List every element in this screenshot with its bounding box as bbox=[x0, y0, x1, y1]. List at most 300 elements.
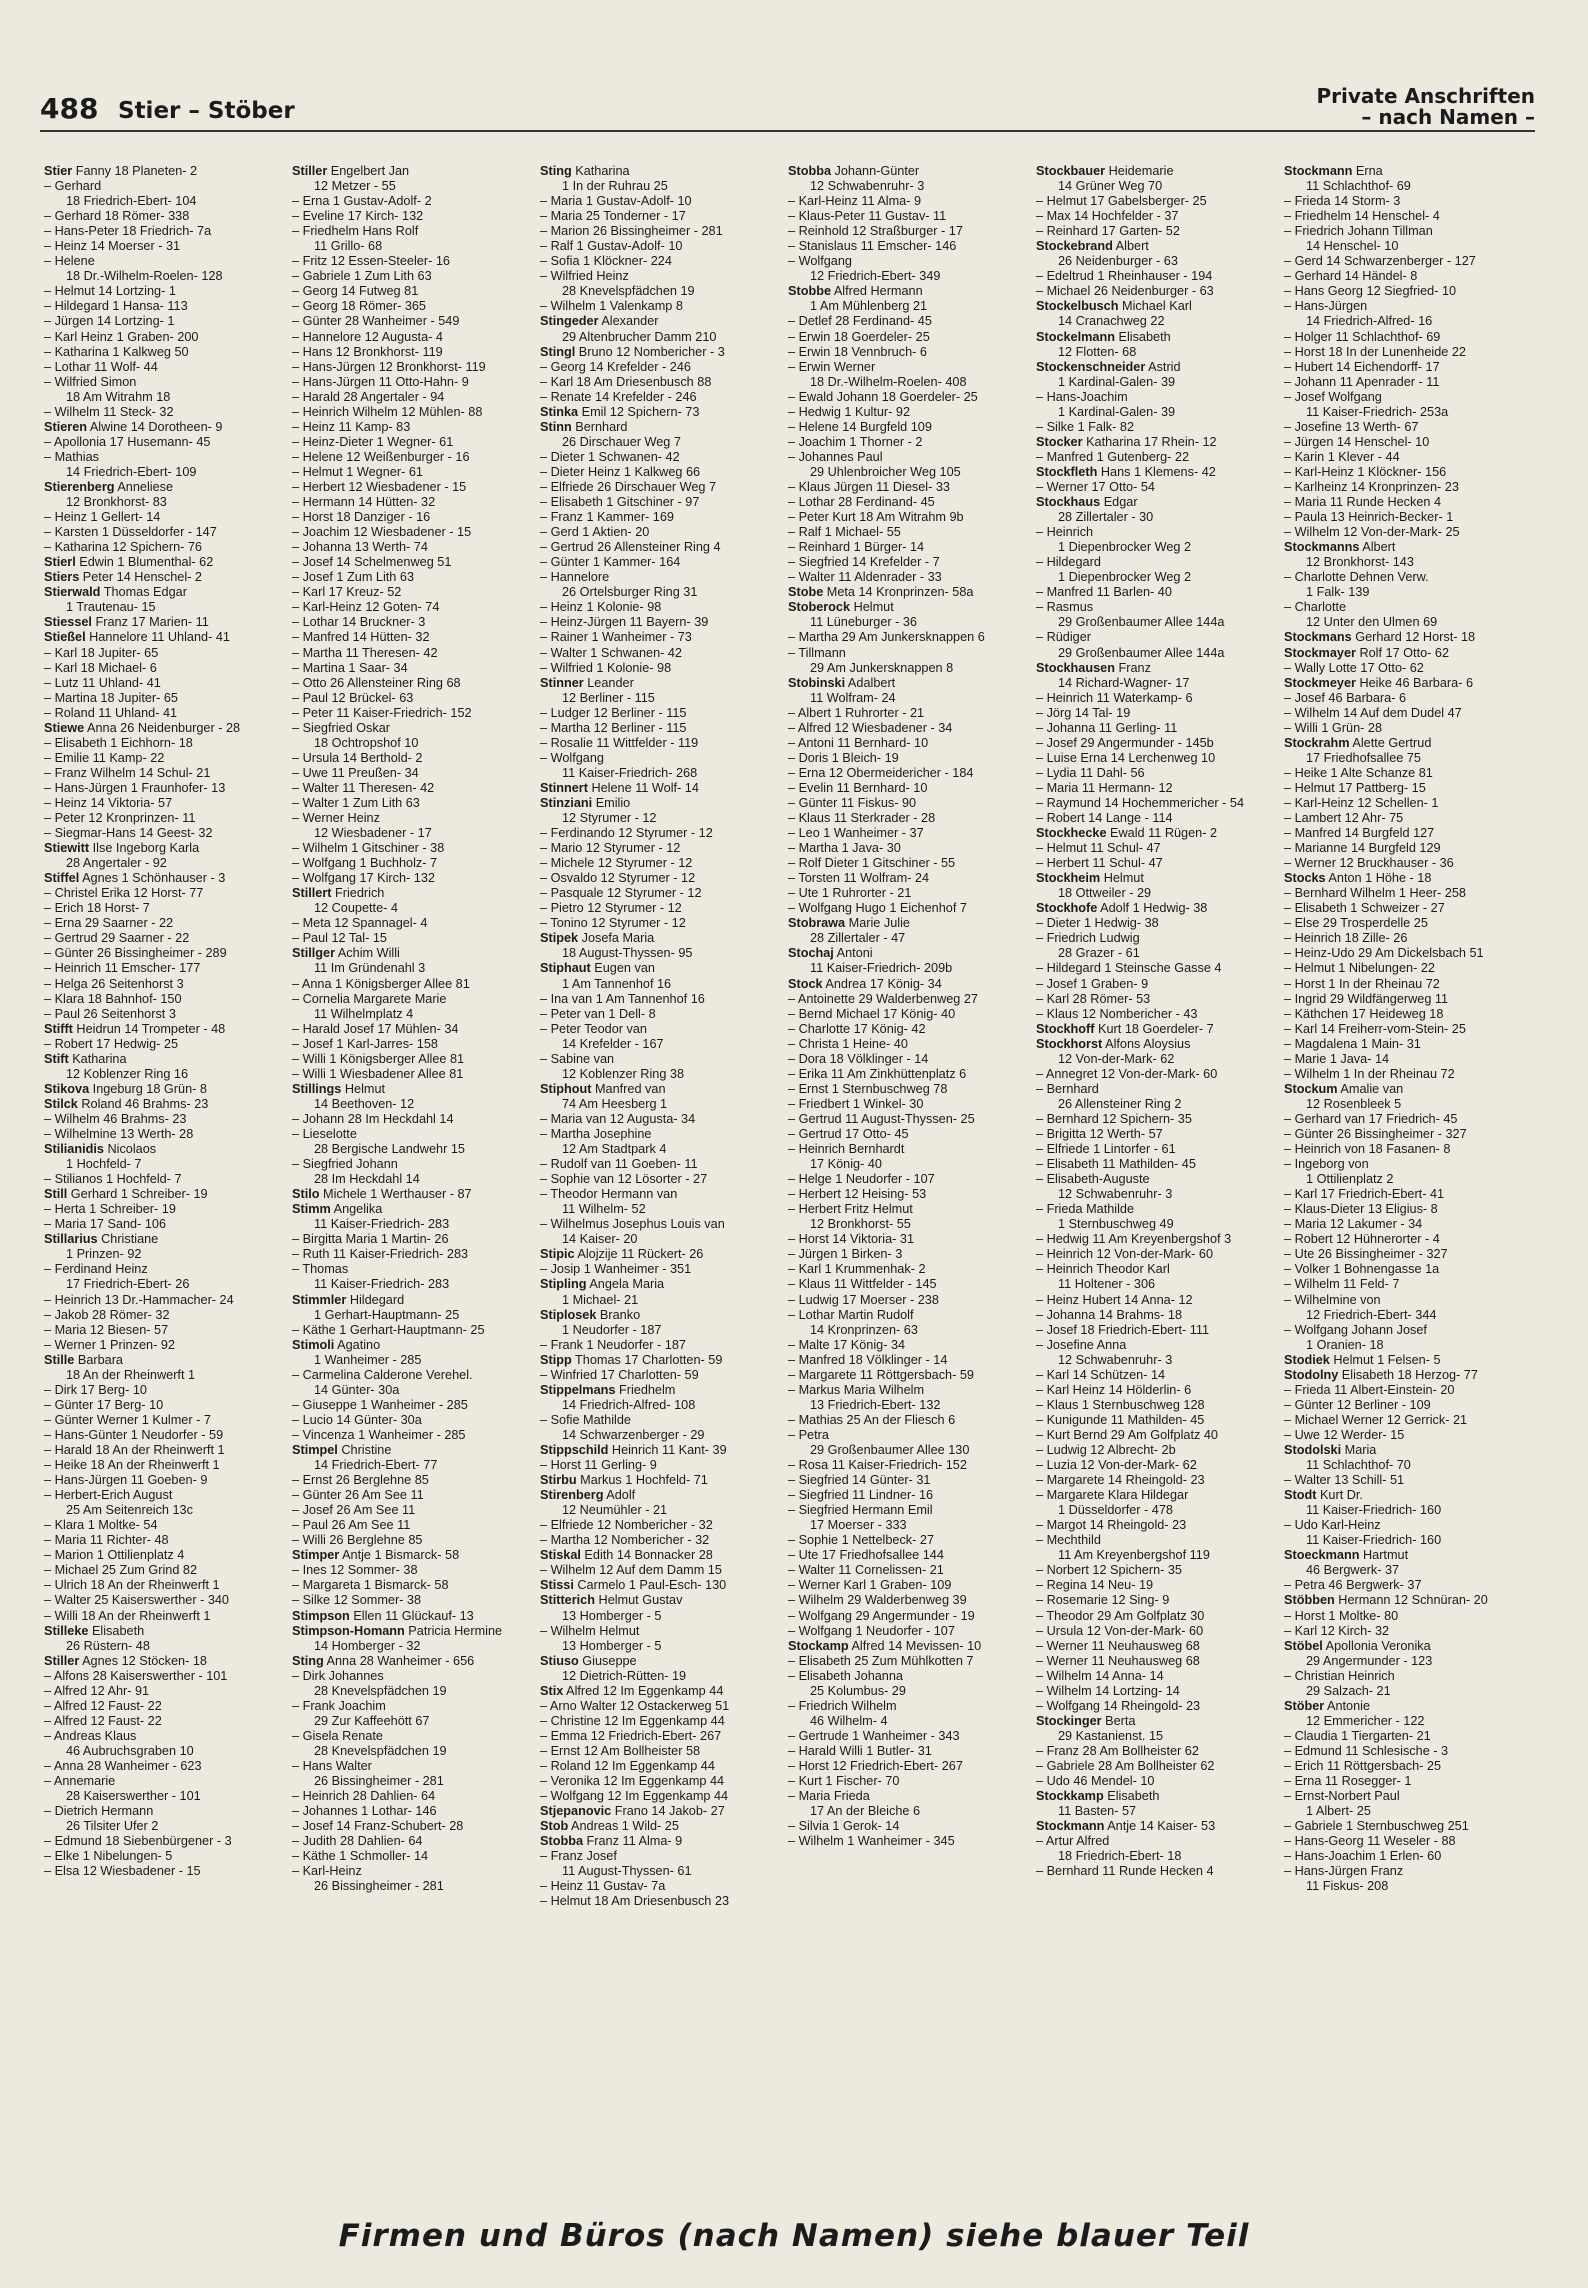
directory-entry bbox=[44, 1247, 280, 1262]
entry-text: Edith 14 Bonnacker 28 bbox=[580, 1548, 713, 1563]
entry-text: – Harald 28 Angertaler - 94 bbox=[292, 389, 445, 404]
directory-entry bbox=[788, 1428, 1024, 1443]
directory-entry bbox=[292, 961, 528, 976]
entry-text: – Heike 1 Alte Schanze 81 bbox=[1284, 765, 1433, 780]
entry-text: 14 Friedrich-Ebert- 109 bbox=[66, 464, 197, 479]
directory-entry bbox=[292, 1052, 528, 1067]
directory-entry bbox=[1284, 570, 1520, 585]
entry-surname: Stillings bbox=[292, 1081, 342, 1096]
directory-entry bbox=[540, 1277, 776, 1292]
entry-text: – Hans-Jürgen 11 Goeben- 9 bbox=[44, 1473, 208, 1488]
directory-entry bbox=[540, 1293, 776, 1308]
entry-text: 28 Knevelspfädchen 19 bbox=[314, 1683, 447, 1698]
entry-text: Antje 14 Kaiser- 53 bbox=[1104, 1819, 1216, 1834]
directory-entry bbox=[44, 1593, 280, 1608]
entry-text: Angelika bbox=[330, 1202, 383, 1217]
directory-entry bbox=[292, 269, 528, 284]
entry-text: – Martha 11 Theresen- 42 bbox=[292, 645, 438, 660]
entry-text: – Ralf 1 Michael- 55 bbox=[788, 525, 901, 540]
entry-text: – Thomas bbox=[292, 1262, 349, 1277]
entry-text: – Christine 12 Im Eggenkamp 44 bbox=[540, 1713, 725, 1728]
entry-surname: Stockbauer bbox=[1036, 164, 1106, 178]
directory-entry bbox=[1036, 661, 1272, 676]
entry-text: – Georg 14 Krefelder - 246 bbox=[540, 359, 691, 374]
directory-entry bbox=[292, 1624, 528, 1639]
entry-text: – Maria 11 Richter- 48 bbox=[44, 1533, 169, 1548]
entry-text: – Walter 25 Kaiserswerther - 340 bbox=[44, 1593, 229, 1608]
entry-text: – Martha 29 Am Junkersknappen 6 bbox=[788, 630, 985, 645]
directory-entry bbox=[44, 1217, 280, 1232]
entry-text: 11 Kaiser-Friedrich- 268 bbox=[562, 765, 698, 780]
directory-entry bbox=[1036, 1262, 1272, 1277]
entry-text: 11 Fiskus- 208 bbox=[1306, 1879, 1389, 1894]
entry-text: – Edmund 18 Siebenbürgener - 3 bbox=[44, 1834, 232, 1849]
entry-text: – Gabriele 1 Sternbuschweg 251 bbox=[1284, 1819, 1469, 1834]
entry-text: Ewald 11 Rügen- 2 bbox=[1106, 826, 1218, 841]
entry-text: – Herbert-Erich August bbox=[44, 1488, 173, 1503]
entry-text: – Christel Erika 12 Horst- 77 bbox=[44, 886, 204, 901]
directory-entry bbox=[44, 450, 280, 465]
directory-entry bbox=[292, 435, 528, 450]
entry-text: – Helene 12 Weißenburger - 16 bbox=[292, 449, 470, 464]
entry-text: – Herbert Fritz Helmut bbox=[788, 1202, 913, 1217]
directory-entry bbox=[292, 1383, 528, 1398]
directory-entry bbox=[44, 224, 280, 239]
directory-entry bbox=[540, 1639, 776, 1654]
entry-surname: Stobinski bbox=[788, 675, 846, 690]
directory-entry bbox=[540, 766, 776, 781]
directory-entry bbox=[44, 375, 280, 390]
directory-entry bbox=[44, 826, 280, 841]
entry-text: – Josef 26 Am See 11 bbox=[292, 1503, 416, 1518]
directory-entry bbox=[44, 390, 280, 405]
entry-text: – Wilhelmine von bbox=[1284, 1292, 1381, 1307]
directory-entry bbox=[788, 390, 1024, 405]
directory-entry bbox=[44, 811, 280, 826]
directory-entry bbox=[44, 931, 280, 946]
entry-text: – Wolfgang Johann Josef bbox=[1284, 1322, 1427, 1337]
directory-entry bbox=[788, 345, 1024, 360]
entry-text: 1 Diepenbrocker Weg 2 bbox=[1058, 540, 1192, 555]
directory-entry bbox=[788, 1744, 1024, 1759]
entry-text: 17 König- 40 bbox=[810, 1157, 882, 1172]
directory-entry bbox=[1036, 600, 1272, 615]
entry-text: 29 Salzach- 21 bbox=[1306, 1683, 1391, 1698]
entry-text: – Ernst-Norbert Paul bbox=[1284, 1789, 1400, 1804]
directory-entry bbox=[1284, 345, 1520, 360]
entry-text: – Annemarie bbox=[44, 1774, 116, 1789]
entry-text: – Petra 46 Bergwerk- 37 bbox=[1284, 1578, 1422, 1593]
entry-text: – Josef 1 Zum Lith 63 bbox=[292, 570, 415, 585]
directory-entry bbox=[788, 1127, 1024, 1142]
entry-text: Hannelore 11 Uhland- 41 bbox=[85, 630, 230, 645]
directory-entry bbox=[44, 465, 280, 480]
directory-entry bbox=[1284, 435, 1520, 450]
directory-entry bbox=[1284, 314, 1520, 329]
entry-text: – Siegfried Oskar bbox=[292, 720, 391, 735]
directory-entry bbox=[1036, 1232, 1272, 1247]
directory-entry bbox=[1036, 405, 1272, 420]
entry-text: – Erwin Werner bbox=[788, 359, 876, 374]
entry-text: 1 Michael- 21 bbox=[562, 1292, 639, 1307]
directory-entry bbox=[1284, 360, 1520, 375]
directory-entry bbox=[540, 661, 776, 676]
entry-text: Roland 46 Brahms- 23 bbox=[77, 1096, 209, 1111]
directory-entry bbox=[1036, 1217, 1272, 1232]
directory-entry bbox=[540, 1518, 776, 1533]
directory-entry bbox=[788, 1022, 1024, 1037]
directory-entry bbox=[788, 330, 1024, 345]
entry-text: 1 Am Tannenhof 16 bbox=[562, 976, 672, 991]
directory-entry bbox=[540, 1353, 776, 1368]
directory-entry bbox=[1036, 1503, 1272, 1518]
entry-text: Bruno 12 Nombericher - 3 bbox=[575, 344, 725, 359]
entry-text: 18 Dr.-Wilhelm-Roelen- 128 bbox=[66, 269, 223, 284]
directory-entry bbox=[292, 916, 528, 931]
directory-entry bbox=[788, 736, 1024, 751]
entry-text: Hartmut bbox=[1359, 1548, 1409, 1563]
entry-text: – Eveline 17 Kirch- 132 bbox=[292, 209, 424, 224]
directory-entry bbox=[292, 1789, 528, 1804]
entry-surname: Stockamp bbox=[788, 1638, 849, 1653]
entry-text: – Reinhard 17 Garten- 52 bbox=[1036, 224, 1180, 239]
entry-text: Edgar bbox=[1100, 495, 1138, 510]
directory-entry bbox=[44, 1112, 280, 1127]
directory-entry bbox=[788, 1247, 1024, 1262]
entry-text: 12 Bronkhorst- 55 bbox=[810, 1217, 911, 1232]
directory-entry bbox=[1284, 1413, 1520, 1428]
entry-text: 46 Bergwerk- 37 bbox=[1306, 1563, 1400, 1578]
directory-entry bbox=[44, 1714, 280, 1729]
entry-text: – Hedwig 1 Kultur- 92 bbox=[788, 404, 911, 419]
entry-text: – Marion 26 Bissingheimer - 281 bbox=[540, 224, 723, 239]
directory-entry bbox=[1036, 992, 1272, 1007]
directory-entry bbox=[1284, 1473, 1520, 1488]
entry-text: – Karl-Heinz 12 Schellen- 1 bbox=[1284, 795, 1439, 810]
directory-entry bbox=[1284, 284, 1520, 299]
directory-entry bbox=[788, 856, 1024, 871]
directory-entry bbox=[1036, 269, 1272, 284]
entry-text: – Vincenza 1 Wanheimer - 285 bbox=[292, 1427, 466, 1442]
directory-entry bbox=[1284, 330, 1520, 345]
entry-text: – Karsten 1 Düsseldorfer - 147 bbox=[44, 525, 217, 540]
entry-text: Ilse Ingeborg Karla bbox=[89, 841, 200, 856]
entry-text: – Artur Alfred bbox=[1036, 1834, 1110, 1849]
directory-entry bbox=[1036, 1172, 1272, 1187]
directory-entry bbox=[540, 1563, 776, 1578]
entry-text: – Wilhelm Helmut bbox=[540, 1623, 640, 1638]
directory-entry bbox=[44, 1067, 280, 1082]
directory-entry bbox=[788, 781, 1024, 796]
directory-entry bbox=[1036, 1458, 1272, 1473]
entry-text: 26 Bissingheimer - 281 bbox=[314, 1879, 444, 1894]
entry-surname: Stocker bbox=[1036, 434, 1083, 449]
entry-text: 12 Von-der-Mark- 62 bbox=[1058, 1051, 1175, 1066]
entry-text: – Franz Josef bbox=[540, 1849, 617, 1864]
directory-entry bbox=[44, 555, 280, 570]
directory-column-4 bbox=[788, 164, 1024, 1849]
entry-text: – Heinrich 13 Dr.-Hammacher- 24 bbox=[44, 1292, 234, 1307]
directory-entry bbox=[540, 1398, 776, 1413]
entry-text: – Frank 1 Neudorfer - 187 bbox=[540, 1337, 686, 1352]
directory-entry bbox=[540, 676, 776, 691]
entry-text: Thomas Edgar bbox=[100, 585, 187, 600]
entry-surname: Stilck bbox=[44, 1096, 78, 1111]
entry-text: Engelbert Jan bbox=[327, 164, 410, 178]
directory-entry bbox=[44, 646, 280, 661]
directory-entry bbox=[44, 1669, 280, 1684]
entry-text: 18 Friedrich-Ebert- 104 bbox=[66, 194, 197, 209]
entry-text: – Christian Heinrich bbox=[1284, 1668, 1395, 1683]
entry-text: – Wilhelm 1 Gitschiner - 38 bbox=[292, 841, 445, 856]
entry-text: – Hans-Jürgen bbox=[1284, 299, 1368, 314]
entry-text: – Claudia 1 Tiergarten- 21 bbox=[1284, 1728, 1431, 1743]
entry-text: – Lieselotte bbox=[292, 1127, 357, 1141]
entry-text: – Josef 14 Schelmenweg 51 bbox=[292, 555, 452, 570]
entry-text: 28 Zillertaler - 47 bbox=[810, 931, 906, 946]
directory-entry bbox=[788, 585, 1024, 600]
entry-text: – Heinz 11 Gustav- 7a bbox=[540, 1879, 666, 1894]
directory-entry bbox=[788, 1293, 1024, 1308]
entry-text: 13 Homberger - 5 bbox=[562, 1608, 662, 1623]
directory-entry bbox=[1036, 254, 1272, 269]
entry-text: 12 Dietrich-Rütten- 19 bbox=[562, 1668, 687, 1683]
directory-entry bbox=[292, 1293, 528, 1308]
directory-entry bbox=[44, 1488, 280, 1503]
directory-entry bbox=[44, 871, 280, 886]
entry-text: – Gerhard bbox=[44, 179, 102, 194]
entry-text: – Lothar Martin Rudolf bbox=[788, 1307, 914, 1322]
entry-text: – Doris 1 Bleich- 19 bbox=[788, 750, 899, 765]
entry-text: 11 Wilhelm- 52 bbox=[562, 1202, 646, 1217]
entry-text: – Willi 1 Grün- 28 bbox=[1284, 720, 1383, 735]
entry-text: – Ludwig 17 Moerser - 238 bbox=[788, 1292, 939, 1307]
entry-text: – Tillmann bbox=[788, 645, 846, 660]
directory-entry bbox=[44, 314, 280, 329]
directory-entry bbox=[1284, 961, 1520, 976]
entry-surname: Stillger bbox=[292, 946, 336, 961]
directory-entry bbox=[292, 826, 528, 841]
directory-entry bbox=[540, 1443, 776, 1458]
directory-entry bbox=[292, 931, 528, 946]
entry-text: – Gerd 1 Aktien- 20 bbox=[540, 525, 650, 540]
directory-entry bbox=[44, 1368, 280, 1383]
entry-surname: Stix bbox=[540, 1683, 564, 1698]
directory-entry bbox=[1036, 1022, 1272, 1037]
directory-entry bbox=[1036, 1699, 1272, 1714]
directory-entry bbox=[1284, 1654, 1520, 1669]
directory-entry bbox=[292, 1007, 528, 1022]
directory-entry bbox=[292, 1714, 528, 1729]
entry-text: – Rasmus bbox=[1036, 600, 1094, 615]
directory-entry bbox=[540, 1247, 776, 1262]
entry-text: 11 Kaiser-Friedrich- 160 bbox=[1306, 1503, 1442, 1518]
directory-entry bbox=[1036, 465, 1272, 480]
entry-text: – Roland 12 Im Eggenkamp 44 bbox=[540, 1758, 715, 1773]
directory-entry bbox=[540, 992, 776, 1007]
entry-text: 11 August-Thyssen- 61 bbox=[562, 1864, 692, 1879]
directory-entry bbox=[1036, 1609, 1272, 1624]
directory-entry bbox=[292, 811, 528, 826]
directory-entry bbox=[44, 1548, 280, 1563]
entry-surname: Stodolski bbox=[1284, 1442, 1342, 1457]
directory-entry bbox=[540, 360, 776, 375]
entry-text: – Emma 12 Friedrich-Ebert- 267 bbox=[540, 1728, 722, 1743]
directory-entry bbox=[1284, 1503, 1520, 1518]
directory-entry bbox=[292, 1849, 528, 1864]
entry-text: – Christa 1 Heine- 40 bbox=[788, 1036, 908, 1051]
entry-text: – Marie 1 Java- 14 bbox=[1284, 1051, 1390, 1066]
directory-entry bbox=[1036, 540, 1272, 555]
directory-entry bbox=[540, 1172, 776, 1187]
entry-text: – Marianne 14 Burgfeld 129 bbox=[1284, 841, 1441, 856]
directory-entry bbox=[292, 1744, 528, 1759]
directory-entry bbox=[1036, 961, 1272, 976]
directory-entry bbox=[788, 841, 1024, 856]
directory-entry bbox=[292, 706, 528, 721]
entry-text: – Gerhard 18 Römer- 338 bbox=[44, 209, 190, 224]
entry-text: – Frank Joachim bbox=[292, 1698, 386, 1713]
entry-text: – Josef Wolfgang bbox=[1284, 389, 1382, 404]
entry-text: – Günter Werner 1 Kulmer - 7 bbox=[44, 1412, 211, 1427]
entry-text: 11 Basten- 57 bbox=[1058, 1804, 1137, 1819]
entry-surname: Stimpson-Homann bbox=[292, 1623, 405, 1638]
directory-entry bbox=[1284, 1669, 1520, 1684]
directory-entry bbox=[788, 269, 1024, 284]
entry-text: – Horst 18 Danziger - 16 bbox=[292, 510, 431, 525]
entry-text: – Kurt 1 Fischer- 70 bbox=[788, 1774, 900, 1789]
directory-column-6 bbox=[1284, 164, 1520, 1894]
entry-text: – Herbert 12 Wiesbadener - 15 bbox=[292, 479, 467, 494]
entry-text: – Rosemarie 12 Sing- 9 bbox=[1036, 1593, 1170, 1608]
directory-entry bbox=[540, 796, 776, 811]
entry-surname: Stiphout bbox=[540, 1081, 592, 1096]
directory-entry bbox=[292, 375, 528, 390]
entry-text: – Ute 17 Friedhofsallee 144 bbox=[788, 1548, 944, 1563]
entry-text: – Judith 28 Dahlien- 64 bbox=[292, 1834, 423, 1849]
entry-text: – Manfred 14 Hütten- 32 bbox=[292, 630, 430, 645]
directory-entry bbox=[788, 916, 1024, 931]
directory-entry bbox=[788, 1488, 1024, 1503]
entry-text: – Dirk 17 Berg- 10 bbox=[44, 1382, 147, 1397]
entry-text: – Wilhelm 11 Feld- 7 bbox=[1284, 1277, 1400, 1292]
entry-text: – Margarete Klara Hildegar bbox=[1036, 1488, 1189, 1503]
directory-entry bbox=[1284, 1262, 1520, 1277]
entry-text: Gerhard 12 Horst- 18 bbox=[1351, 630, 1476, 645]
directory-entry bbox=[1284, 1232, 1520, 1247]
directory-entry bbox=[1036, 1624, 1272, 1639]
entry-text: – Andreas Klaus bbox=[44, 1728, 137, 1743]
entry-text: Achim Willi bbox=[335, 946, 400, 961]
entry-text: 14 Schwarzenberger - 29 bbox=[562, 1427, 705, 1442]
entry-text: 11 Schlachthof- 69 bbox=[1306, 179, 1411, 194]
directory-entry bbox=[788, 1262, 1024, 1277]
entry-text: – Margot 14 Rheingold- 23 bbox=[1036, 1518, 1187, 1533]
entry-text: – Luzia 12 Von-der-Mark- 62 bbox=[1036, 1458, 1197, 1473]
entry-surname: Stodolny bbox=[1284, 1367, 1339, 1382]
entry-text: – Wilhelm 14 Auf dem Dudel 47 bbox=[1284, 705, 1462, 720]
entry-text: – Sabine van bbox=[540, 1051, 615, 1066]
directory-entry bbox=[540, 1578, 776, 1593]
directory-entry bbox=[292, 585, 528, 600]
directory-entry bbox=[788, 435, 1024, 450]
directory-entry bbox=[1036, 570, 1272, 585]
entry-surname: Stockmayer bbox=[1284, 645, 1356, 660]
directory-entry bbox=[44, 254, 280, 269]
entry-text: – Heinz 1 Kolonie- 98 bbox=[540, 600, 662, 615]
entry-text: – Georg 18 Römer- 365 bbox=[292, 299, 426, 314]
entry-text: 26 Rüstern- 48 bbox=[66, 1638, 150, 1653]
directory-entry bbox=[788, 1157, 1024, 1172]
directory-entry bbox=[788, 646, 1024, 661]
directory-entry bbox=[788, 1052, 1024, 1067]
entry-text: – Jakob 28 Römer- 32 bbox=[44, 1307, 170, 1322]
entry-text: – Manfred 11 Barlen- 40 bbox=[1036, 585, 1172, 600]
entry-text: – Charlotte 17 König- 42 bbox=[788, 1021, 926, 1036]
directory-entry bbox=[788, 661, 1024, 676]
entry-text: – Wilhelm 12 Auf dem Damm 15 bbox=[540, 1563, 722, 1578]
entry-text: Astrid bbox=[1145, 359, 1181, 374]
entry-text: – Osvaldo 12 Styrumer - 12 bbox=[540, 871, 696, 886]
entry-text: 1 Albert- 25 bbox=[1306, 1804, 1371, 1819]
entry-text: – Edmund 11 Schlesische - 3 bbox=[1284, 1743, 1449, 1758]
entry-text: – Maria 1 Gustav-Adolf- 10 bbox=[540, 194, 692, 209]
entry-surname: Stifft bbox=[44, 1021, 73, 1036]
directory-entry bbox=[788, 1142, 1024, 1157]
entry-text: – Manfred 14 Burgfeld 127 bbox=[1284, 826, 1435, 841]
entry-surname: Stilleke bbox=[44, 1623, 89, 1638]
directory-entry bbox=[1284, 555, 1520, 570]
entry-surname: Stitterich bbox=[540, 1593, 595, 1608]
entry-text: – Klaus Jürgen 11 Diesel- 33 bbox=[788, 479, 950, 494]
directory-entry bbox=[292, 299, 528, 314]
entry-text: – Elisabeth 1 Schweizer - 27 bbox=[1284, 901, 1445, 916]
directory-entry bbox=[292, 1067, 528, 1082]
entry-text: – Ernst 26 Berglehne 85 bbox=[292, 1473, 429, 1488]
directory-entry bbox=[788, 826, 1024, 841]
entry-text: Franz 11 Alma- 9 bbox=[583, 1834, 683, 1849]
directory-entry bbox=[1036, 1563, 1272, 1578]
directory-entry bbox=[1036, 375, 1272, 390]
entry-text: – Horst 1 Moltke- 80 bbox=[1284, 1608, 1399, 1623]
entry-text: 1 Trautenau- 15 bbox=[66, 600, 156, 615]
entry-text: – Maria 11 Hermann- 12 bbox=[1036, 780, 1173, 795]
directory-entry bbox=[540, 179, 776, 194]
entry-text: – Georg 14 Futweg 81 bbox=[292, 284, 419, 299]
entry-text: – Wilhelm 12 Von-der-Mark- 25 bbox=[1284, 525, 1460, 540]
entry-text: – Herbert 11 Schul- 47 bbox=[1036, 856, 1163, 871]
directory-entry bbox=[292, 736, 528, 751]
entry-text: – Roland 11 Uhland- 41 bbox=[44, 705, 178, 720]
directory-entry bbox=[788, 886, 1024, 901]
entry-text: – Friedrich Ludwig bbox=[1036, 931, 1140, 946]
directory-entry bbox=[540, 1308, 776, 1323]
entry-text: – Jürgen 14 Lortzing- 1 bbox=[44, 314, 175, 329]
directory-entry bbox=[788, 615, 1024, 630]
directory-entry bbox=[44, 1052, 280, 1067]
entry-text: 1 In der Ruhrau 25 bbox=[562, 179, 668, 194]
entry-text: – Karin 1 Klever - 44 bbox=[1284, 449, 1400, 464]
directory-entry bbox=[1284, 405, 1520, 420]
entry-text: – Wolfgang 14 Rheingold- 23 bbox=[1036, 1698, 1201, 1713]
directory-entry bbox=[44, 1744, 280, 1759]
entry-text: Manfred van bbox=[591, 1081, 666, 1096]
entry-text: 28 Knevelspfädchen 19 bbox=[562, 284, 695, 299]
entry-text: Heinrich 11 Kant- 39 bbox=[608, 1442, 727, 1457]
directory-entry bbox=[540, 1849, 776, 1864]
entry-text: – Ina van 1 Am Tannenhof 16 bbox=[540, 991, 705, 1006]
entry-text: Barbara bbox=[74, 1352, 123, 1367]
